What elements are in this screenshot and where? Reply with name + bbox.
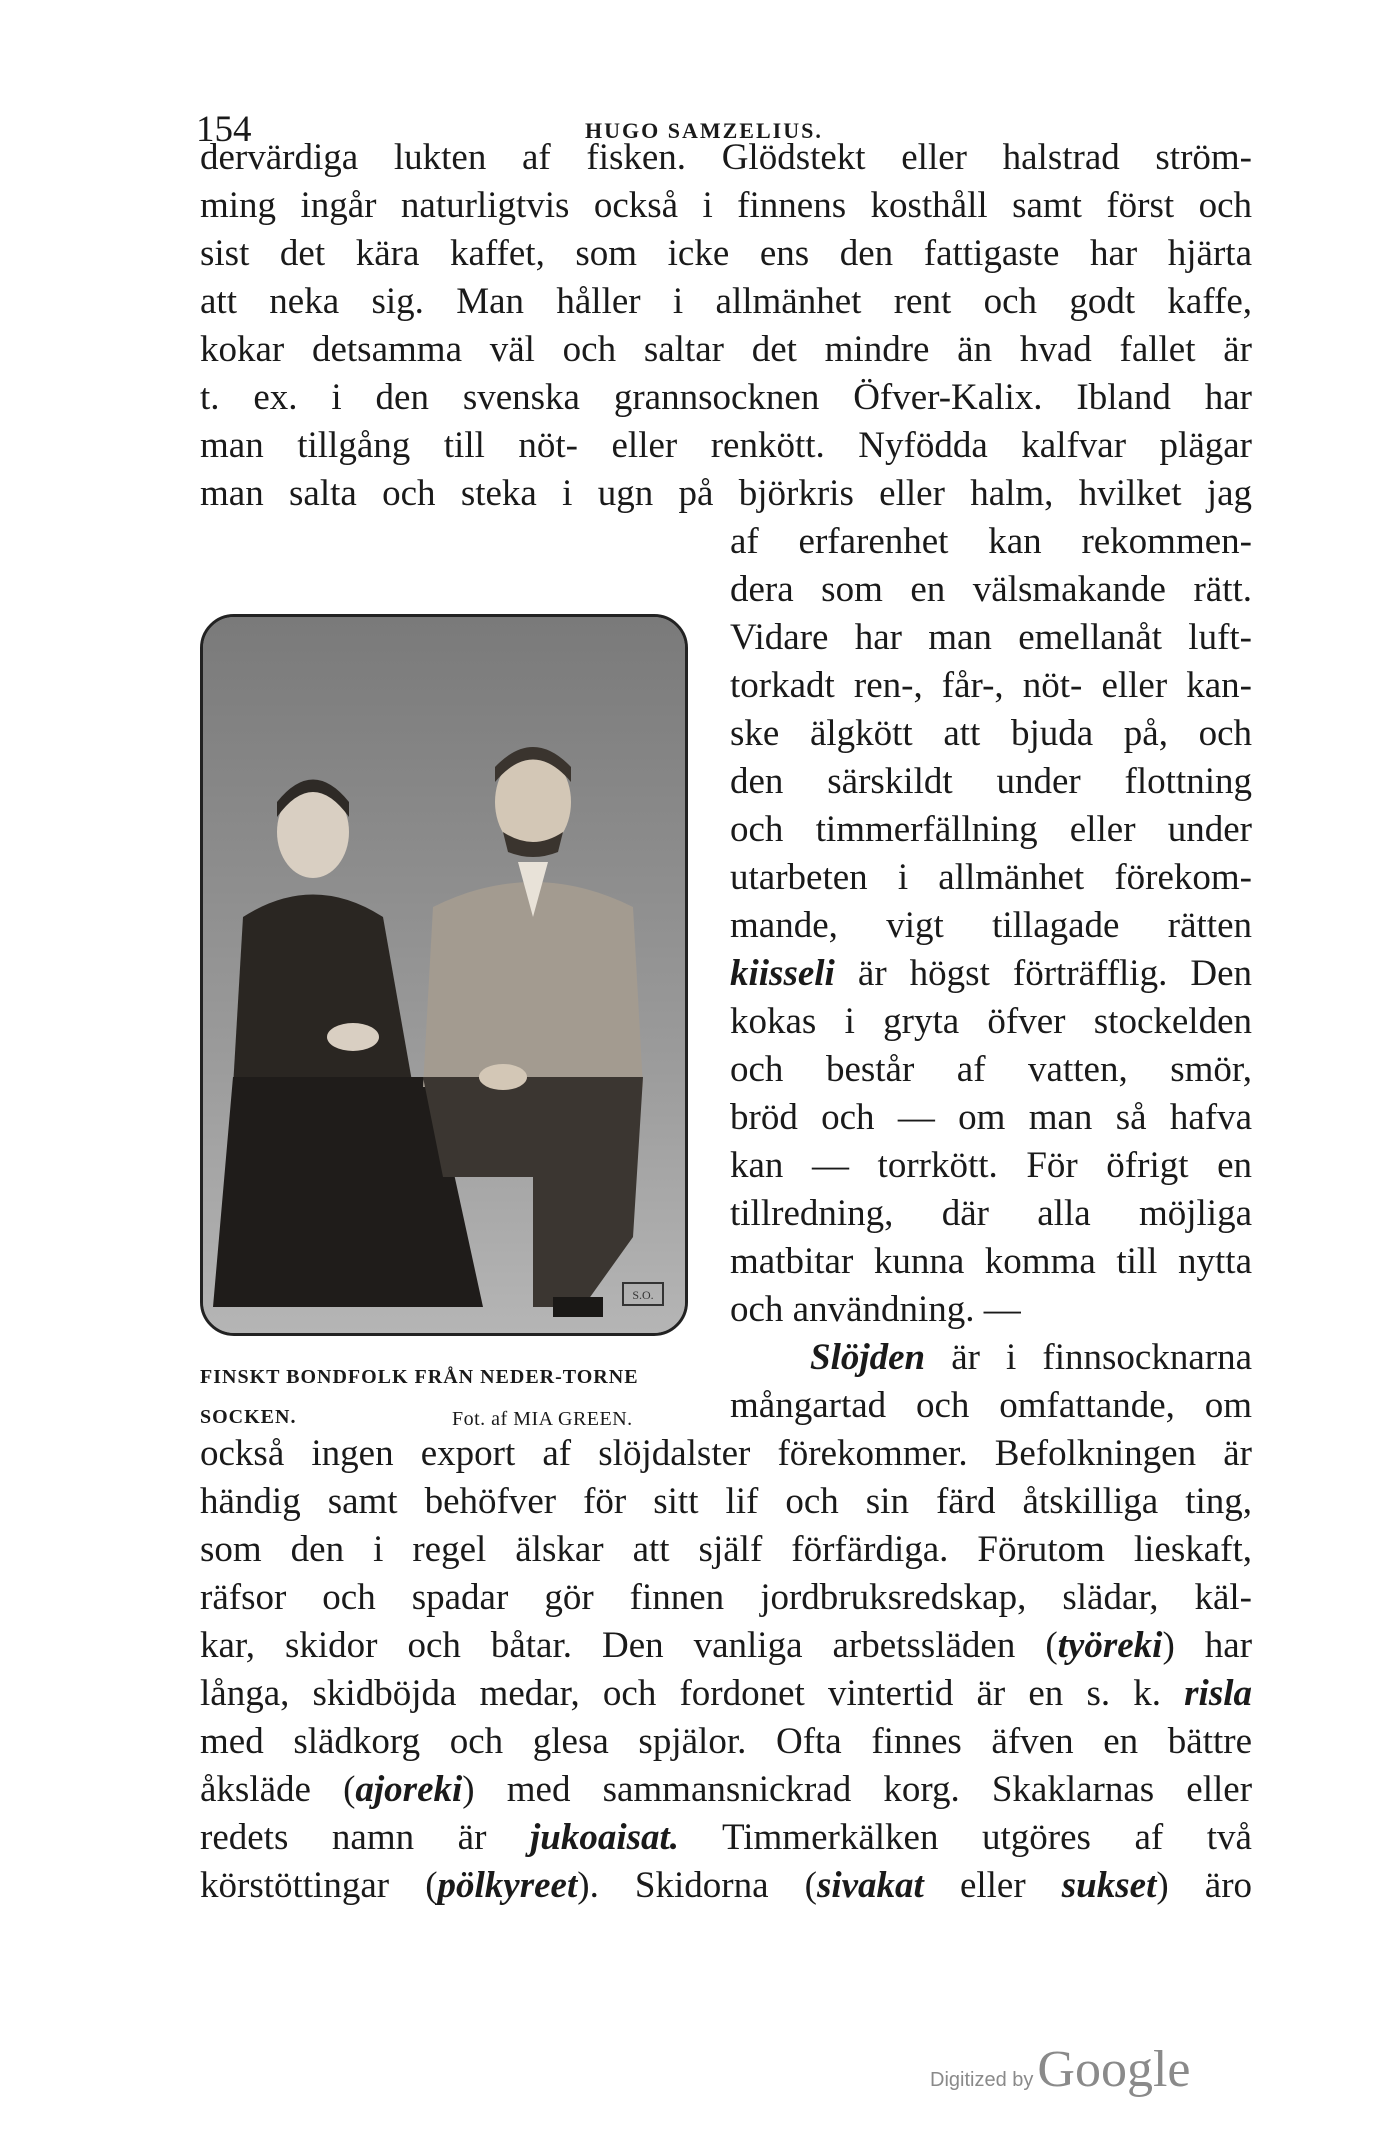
term-tyoreki: työreki (1057, 1625, 1163, 1666)
text-line: mångartad och omfattande, om (730, 1385, 1252, 1426)
stamp-text: S.O. (632, 1288, 654, 1302)
text-fragment: äro (1204, 1865, 1253, 1906)
text-line: ske älgkött att bjuda på, och (730, 713, 1252, 754)
term-slojden: Slöjden (810, 1337, 926, 1378)
text-line: mande, vigt tillagade rätten (730, 905, 1252, 946)
text-fragment: långa, skidböjda medar, och fordonet vintertid är en s. k. (200, 1673, 1161, 1714)
text-line: räfsor och spadar gör finnen jordbruksredskap, slädar, käl- (200, 1577, 1252, 1618)
digitized-by-google-watermark (930, 2040, 1190, 2099)
text-line: man salta och steka i ugn på björkris eller halm, hvilket jag (200, 473, 1252, 514)
text-fragment: är i finnsocknarna (951, 1337, 1252, 1378)
text-line: som den i regel älskar att själf förfärdiga. Förutom lieskaft, (200, 1529, 1252, 1570)
text-line: kokar detsamma väl och saltar det mindre än hvad fallet är (200, 329, 1252, 370)
figure-caption-line2: SOCKEN. (200, 1406, 297, 1428)
page-number: 154 (196, 109, 252, 150)
text-line: bröd och — om man så hafva (730, 1097, 1252, 1138)
term-polkyreet: pölkyreet (437, 1865, 578, 1906)
term-kiisseli: kiisseli (730, 953, 835, 994)
text-line (200, 1814, 1252, 1862)
text-fragment: (ajoreki) (343, 1769, 475, 1810)
text-line: och timmerfällning eller under (730, 809, 1252, 850)
text-line: och består af vatten, smör, (730, 1049, 1252, 1090)
text-line: Vidare har man emellanåt luft- (730, 617, 1252, 658)
text-line: kokas i gryta öfver stockelden (730, 1001, 1252, 1042)
text-line: t. ex. i den svenska grannsocknen Öfver-Kalix. Ibland har (200, 377, 1252, 418)
text-line: den särskildt under flottning (730, 761, 1252, 802)
text-fragment: Skidorna (634, 1865, 769, 1906)
term-jukoaisat: jukoaisat. (529, 1817, 680, 1858)
text-line (200, 1862, 1252, 1910)
text-fragment: eller (959, 1865, 1026, 1906)
text-fragment: med sammansnickrad korg. Skaklarnas eller (506, 1769, 1253, 1810)
text-line: också ingen export af slöjdalster förekommer. Befolkningen är (200, 1433, 1252, 1474)
figure-photo-credit: Fot. af MIA GREEN. (452, 1408, 633, 1430)
term-ajoreki: ajoreki (355, 1769, 463, 1810)
text-fragment: körstöttingar (200, 1865, 390, 1906)
text-line (730, 950, 1252, 998)
text-line: sist det kära kaffet, som icke ens den fattigaste har hjärta (200, 233, 1252, 274)
text-fragment: kar, skidor och båtar. Den vanliga arbetssläden (200, 1625, 1016, 1666)
text-line: tillredning, där alla möjliga (730, 1193, 1252, 1234)
text-line: och användning. — (730, 1289, 1021, 1330)
term-sivakat: sivakat (816, 1865, 924, 1906)
text-line (810, 1334, 1252, 1382)
text-line: af erfarenhet kan rekommen- (730, 521, 1252, 562)
text-line: matbitar kunna komma till nytta (730, 1241, 1252, 1282)
text-fragment: åksläde (200, 1769, 311, 1810)
text-fragment: (pölkyreet). (425, 1865, 599, 1906)
text-line: dervärdiga lukten af fisken. Glödstekt eller halstrad ström- (200, 137, 1252, 178)
text-fragment: är högst förträfflig. Den (857, 953, 1253, 994)
text-line: kan — torrkött. För öfrigt en (730, 1145, 1252, 1186)
photograph-farm-couple (200, 614, 688, 1336)
text-fragment: Timmerkälken utgöres af två (721, 1817, 1252, 1858)
text-fragment: (sivakat (804, 1865, 924, 1906)
running-title: HUGO SAMZELIUS. (585, 118, 823, 143)
figure-caption-line1: FINSKT BONDFOLK FRÅN NEDER-TORNE (200, 1366, 639, 1388)
text-line: att neka sig. Man håller i allmänhet rent och godt kaffe, (200, 281, 1252, 322)
digitized-by-label: Digitized by (930, 2069, 1034, 2091)
text-line: ming ingår naturligtvis också i finnens kosthåll samt först och (200, 185, 1252, 226)
man-hands (479, 1064, 527, 1090)
photo-illustration (203, 617, 685, 1333)
man-boots (553, 1297, 603, 1317)
google-logo: Google (1037, 2041, 1191, 2098)
text-fragment: redets namn är (200, 1817, 487, 1858)
text-line: händig samt behöfver för sitt lif och sin färd åtskilliga ting, (200, 1481, 1252, 1522)
text-fragment: sukset) (1061, 1865, 1169, 1906)
text-line: torkadt ren-, får-, nöt- eller kan- (730, 665, 1252, 706)
term-risla: risla (1184, 1673, 1253, 1714)
text-line (200, 1670, 1252, 1718)
term-sukset: sukset (1061, 1865, 1157, 1906)
text-fragment: (työreki) (1045, 1625, 1175, 1666)
text-fragment: har (1204, 1625, 1253, 1666)
text-line (200, 1766, 1252, 1814)
text-line: man tillgång till nöt- eller renkött. Nyfödda kalfvar plägar (200, 425, 1252, 466)
text-line (200, 1622, 1252, 1670)
text-line: utarbeten i allmänhet förekom- (730, 857, 1252, 898)
text-line: med slädkorg och glesa spjälor. Ofta finnes äfven en bättre (200, 1721, 1252, 1762)
woman-hands (327, 1023, 379, 1051)
text-line: dera som en välsmakande rätt. (730, 569, 1252, 610)
